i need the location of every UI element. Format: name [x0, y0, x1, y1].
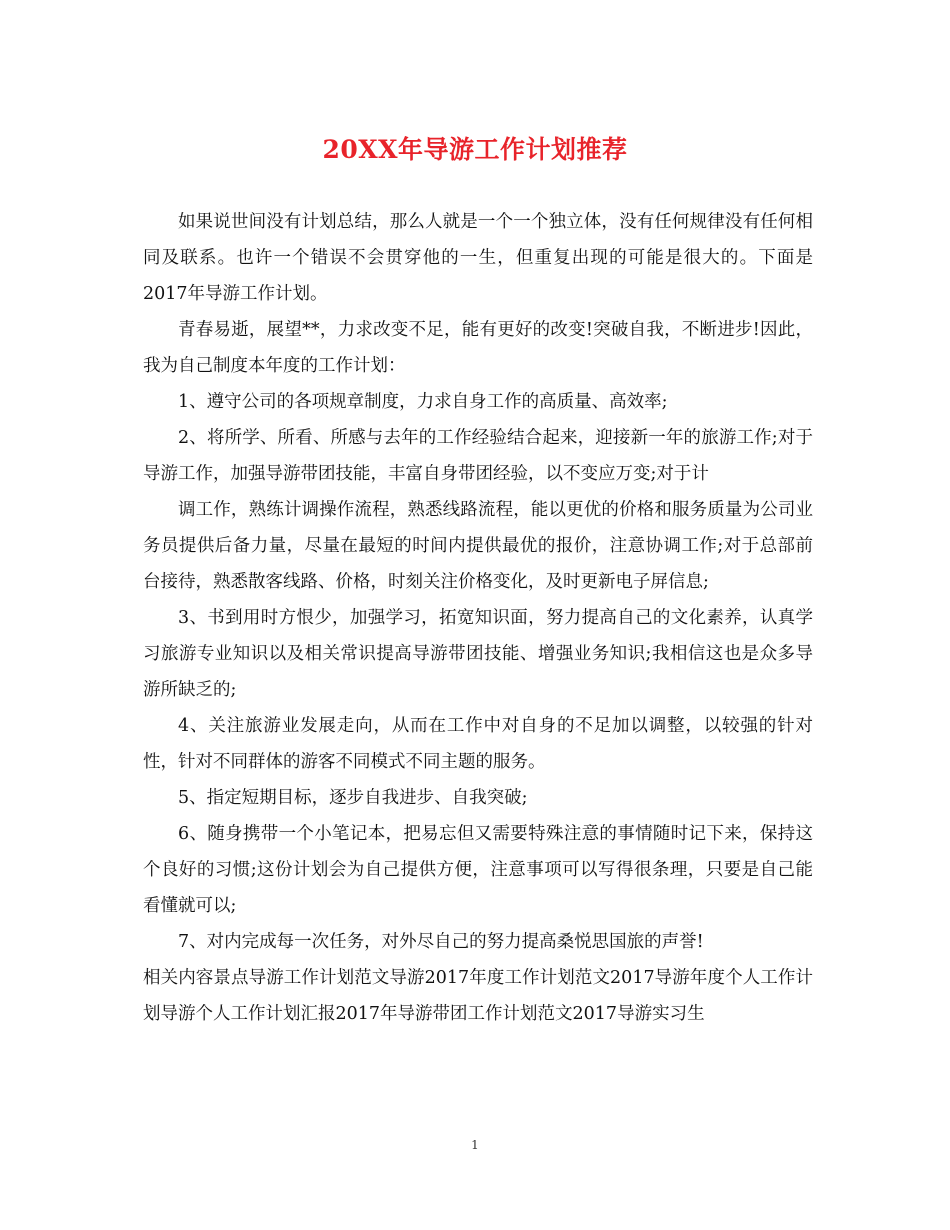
paragraph-intro: 如果说世间没有计划总结，那么人就是一个一个独立体，没有任何规律没有任何相同及联系。也许一个错误不会贯穿他的一生，但重复出现的可能是很大的。下面是2017年导游工作计划。 — [143, 212, 813, 304]
paragraph-item-6: 6、随身携带一个小笔记本，把易忘但又需要特殊注意的事情随时记下来，保持这个良好的习惯;这份计划会为自己提供方便，注意事项可以写得很条理，只要是自己能看懂就可以; — [143, 824, 813, 916]
document-body — [143, 204, 813, 1032]
paragraph-related-content: 相关内容景点导游工作计划范文导游2017年度工作计划范文2017导游年度个人工作计划导游个人工作计划汇报2017年导游带团工作计划范文2017导游实习生 — [143, 968, 813, 1024]
paragraph-youth: 青春易逝，展望**，力求改变不足，能有更好的改变!突破自我，不断进步!因此，我为自己制度本年度的工作计划： — [143, 320, 813, 376]
paragraph-item-4: 4、关注旅游业发展走向，从而在工作中对自身的不足加以调整，以较强的针对性，针对不同群体的游客不同模式不同主题的服务。 — [143, 716, 813, 772]
paragraph-item-2: 2、将所学、所看、所感与去年的工作经验结合起来，迎接新一年的旅游工作;对于导游工作，加强导游带团技能，丰富自身带团经验，以不变应万变;对于计 — [143, 428, 813, 484]
paragraph-item-1: 1、遵守公司的各项规章制度，力求自身工作的高质量、高效率; — [178, 392, 668, 412]
paragraph-item-7: 7、对内完成每一次任务，对外尽自己的努力提高桑悦思国旅的声誉! — [178, 932, 704, 952]
paragraph-item-3: 3、书到用时方恨少，加强学习，拓宽知识面，努力提高自己的文化素养，认真学习旅游专业知识以及相关常识提高导游带团技能、增强业务知识;我相信这也是众多导游所缺乏的; — [143, 608, 813, 700]
page-number: 1 — [471, 1138, 479, 1152]
document-title: 20XX年导游工作计划推荐 — [322, 135, 628, 164]
paragraph-item-5: 5、指定短期目标，逐步自我进步、自我突破; — [178, 788, 528, 808]
paragraph-item-2-continued: 调工作，熟练计调操作流程，熟悉线路流程，能以更优的价格和服务质量为公司业务员提供后备力量，尽量在最短的时间内提供最优的报价，注意协调工作;对于总部前台接待，熟悉散客线路、价格，时刻关注价格变化，及时更新电子屏信息; — [143, 500, 813, 592]
